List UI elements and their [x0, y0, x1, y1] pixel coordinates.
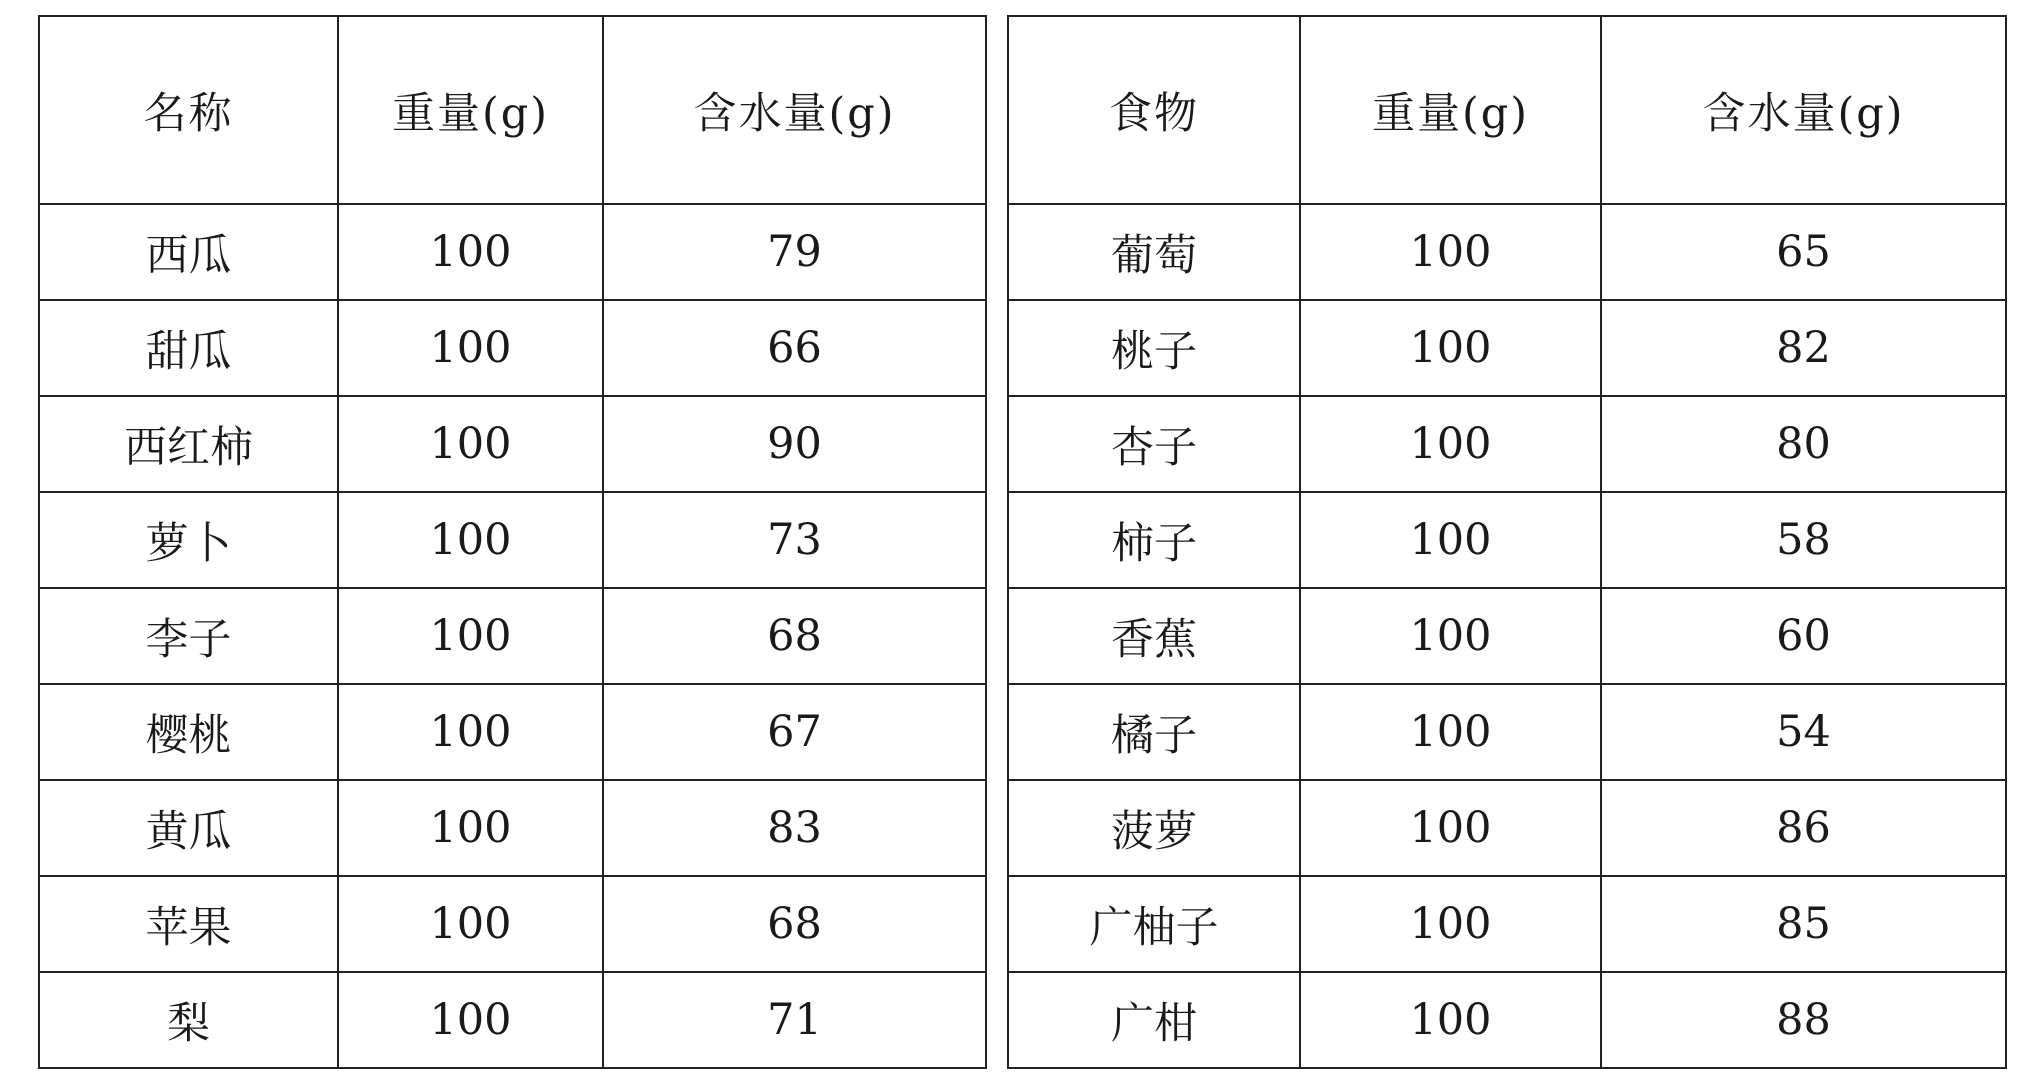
- water-cell: 58: [1601, 492, 2006, 588]
- water-cell: 60: [1601, 588, 2006, 684]
- food-name-cell: 杏子: [1008, 396, 1300, 492]
- water-cell: 73: [603, 492, 986, 588]
- weight-cell: 100: [338, 684, 603, 780]
- water-cell: 66: [603, 300, 986, 396]
- water-cell: 79: [603, 204, 986, 300]
- weight-cell: 100: [1300, 300, 1601, 396]
- table-row: [39, 492, 986, 588]
- water-cell: 65: [1601, 204, 2006, 300]
- weight-cell: 100: [338, 780, 603, 876]
- right-food-table: [1007, 15, 2007, 1069]
- left-header-water: 含水量(g): [603, 16, 986, 204]
- weight-cell: 100: [1300, 876, 1601, 972]
- table-row: [1008, 876, 2006, 972]
- table-row: [39, 300, 986, 396]
- table-row: [39, 396, 986, 492]
- table-row: [1008, 588, 2006, 684]
- food-name-cell: 西瓜: [39, 204, 338, 300]
- table-row: [39, 204, 986, 300]
- weight-cell: 100: [1300, 492, 1601, 588]
- table-row: [1008, 300, 2006, 396]
- weight-cell: 100: [1300, 780, 1601, 876]
- weight-cell: 100: [1300, 588, 1601, 684]
- water-cell: 54: [1601, 684, 2006, 780]
- food-name-cell: 菠萝: [1008, 780, 1300, 876]
- food-name-cell: 香蕉: [1008, 588, 1300, 684]
- food-name-cell: 桃子: [1008, 300, 1300, 396]
- table-row: [39, 684, 986, 780]
- weight-cell: 100: [338, 300, 603, 396]
- table-row: [1008, 396, 2006, 492]
- left-header-weight: 重量(g): [338, 16, 603, 204]
- table-row: [39, 876, 986, 972]
- table-row: [1008, 204, 2006, 300]
- water-cell: 83: [603, 780, 986, 876]
- weight-cell: 100: [1300, 684, 1601, 780]
- food-name-cell: 梨: [39, 972, 338, 1068]
- table-row: [39, 780, 986, 876]
- food-name-cell: 黄瓜: [39, 780, 338, 876]
- weight-cell: 100: [338, 876, 603, 972]
- water-cell: 85: [1601, 876, 2006, 972]
- table-row: [39, 972, 986, 1068]
- food-name-cell: 萝卜: [39, 492, 338, 588]
- food-name-cell: 西红柿: [39, 396, 338, 492]
- right-header-water: 含水量(g): [1601, 16, 2006, 204]
- right-header-row: [1008, 16, 2006, 204]
- water-cell: 88: [1601, 972, 2006, 1068]
- left-header-row: [39, 16, 986, 204]
- water-cell: 68: [603, 876, 986, 972]
- food-name-cell: 苹果: [39, 876, 338, 972]
- left-header-name: 名称: [39, 16, 338, 204]
- food-name-cell: 甜瓜: [39, 300, 338, 396]
- water-cell: 67: [603, 684, 986, 780]
- weight-cell: 100: [338, 972, 603, 1068]
- water-content-table: [38, 15, 2007, 1069]
- water-cell: 82: [1601, 300, 2006, 396]
- table-row: [1008, 780, 2006, 876]
- weight-cell: 100: [1300, 396, 1601, 492]
- weight-cell: 100: [1300, 972, 1601, 1068]
- water-cell: 90: [603, 396, 986, 492]
- food-name-cell: 广柑: [1008, 972, 1300, 1068]
- weight-cell: 100: [338, 588, 603, 684]
- water-cell: 86: [1601, 780, 2006, 876]
- right-header-food: 食物: [1008, 16, 1300, 204]
- food-name-cell: 橘子: [1008, 684, 1300, 780]
- weight-cell: 100: [338, 204, 603, 300]
- water-cell: 68: [603, 588, 986, 684]
- food-name-cell: 樱桃: [39, 684, 338, 780]
- table-row: [1008, 972, 2006, 1068]
- table-row: [1008, 492, 2006, 588]
- right-header-weight: 重量(g): [1300, 16, 1601, 204]
- food-name-cell: 李子: [39, 588, 338, 684]
- left-food-table: [38, 15, 987, 1069]
- weight-cell: 100: [338, 396, 603, 492]
- table-row: [1008, 684, 2006, 780]
- water-cell: 71: [603, 972, 986, 1068]
- water-cell: 80: [1601, 396, 2006, 492]
- weight-cell: 100: [338, 492, 603, 588]
- weight-cell: 100: [1300, 204, 1601, 300]
- table-row: [39, 588, 986, 684]
- food-name-cell: 葡萄: [1008, 204, 1300, 300]
- food-name-cell: 柿子: [1008, 492, 1300, 588]
- food-name-cell: 广柚子: [1008, 876, 1300, 972]
